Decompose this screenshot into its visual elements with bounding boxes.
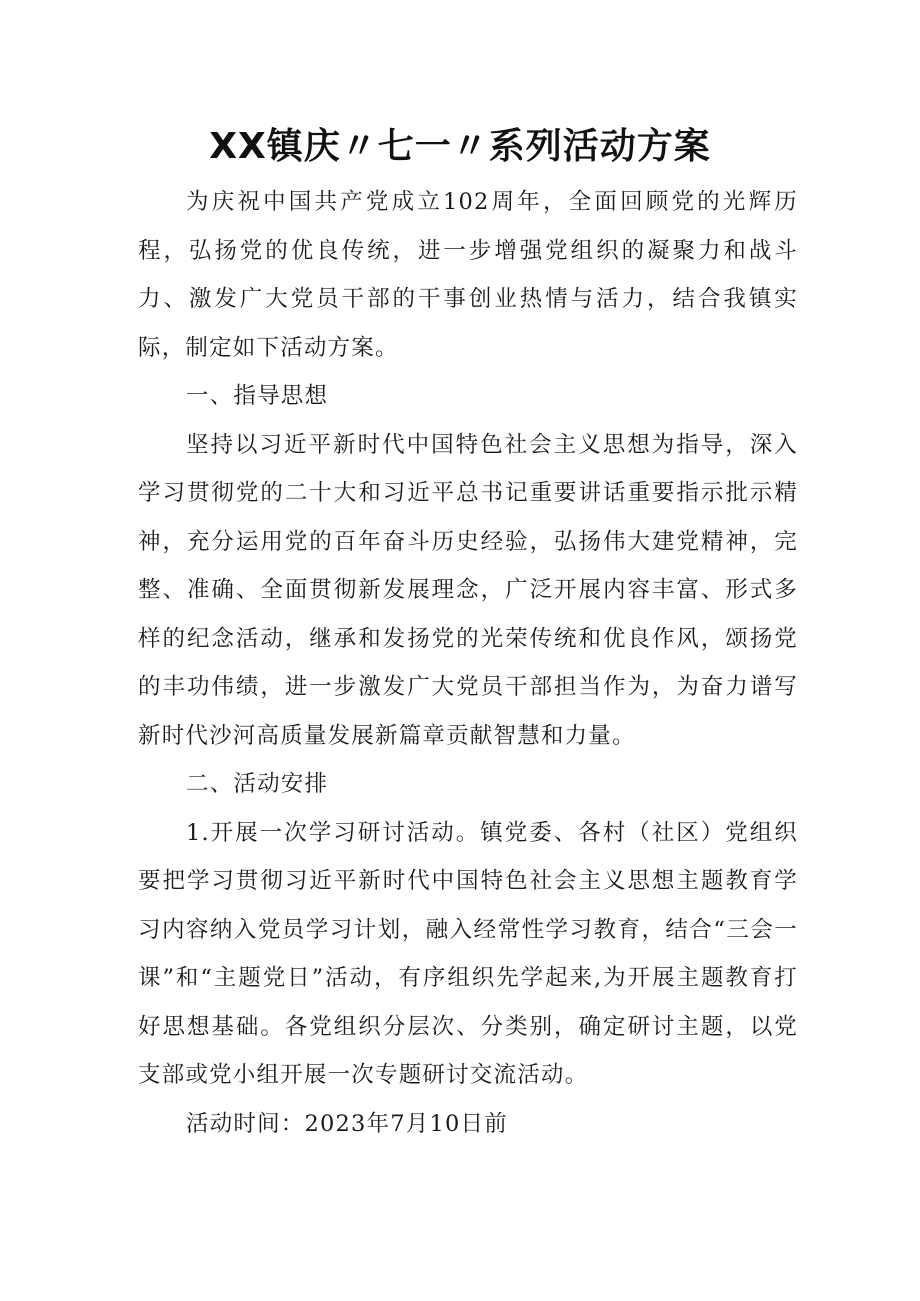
section-heading-guiding-ideology: 一、指导思想	[186, 383, 329, 409]
intro-paragraph: 为庆祝中国共产党成立102周年，全面回顾党的光辉历程，弘扬党的优良传统，进一步增强党组织的凝聚力和战斗力、激发广大党员干部的干事创业热情与活力，结合我镇实际，制定如下活动方案。	[138, 189, 798, 361]
activity-one-paragraph: 1.开展一次学习研讨活动。镇党委、各村（社区）党组织要把学习贯彻习近平新时代中国特色社会主义思想主题教育学习内容纳入党员学习计划，融入经常性学习教育，结合“三会一课”和“主题党日”活动，有序组织先学起来,为开展主题教育打好思想基础。各党组织分层次、分类别，确定研讨主题，以党支部或党小组开展一次专题研讨交流活动。	[138, 819, 798, 1088]
document-title: XX镇庆〃七一〃系列活动方案	[209, 126, 711, 167]
document-body	[138, 178, 798, 1148]
section-heading-activity-arrangement: 二、活动安排	[186, 771, 329, 797]
activity-time-line: 活动时间：2023年7月10日前	[186, 1110, 508, 1137]
guiding-ideology-paragraph: 坚持以习近平新时代中国特色社会主义思想为指导，深入学习贯彻党的二十大和习近平总书记重要讲话重要指示批示精神，充分运用党的百年奋斗历史经验，弘扬伟大建党精神，完整、准确、全面贯彻新发展理念，广泛开展内容丰富、形式多样的纪念活动，继承和发扬党的光荣传统和优良作风，颂扬党的丰功伟绩，进一步激发广大党员干部担当作为，为奋力谱写新时代沙河高质量发展新篇章贡献智慧和力量。	[138, 431, 798, 749]
